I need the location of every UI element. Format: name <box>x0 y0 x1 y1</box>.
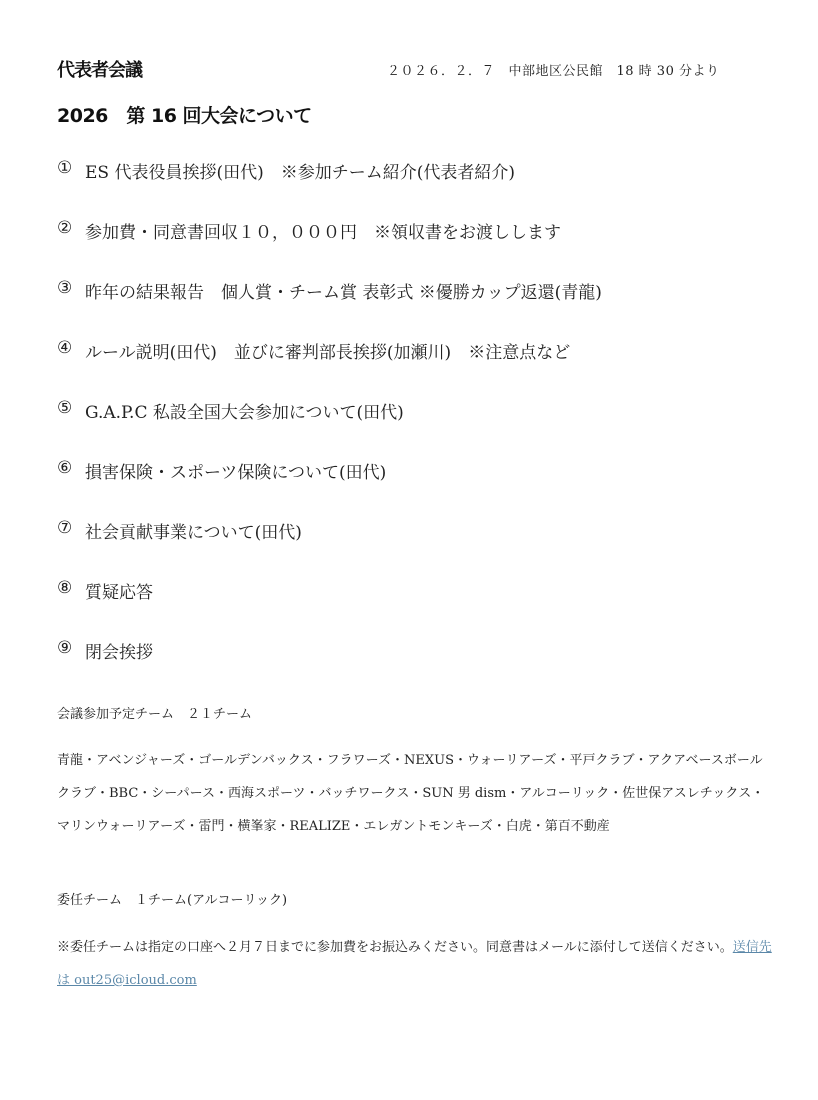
agenda-item-number: ⑤ <box>57 398 73 418</box>
agenda-item-text: 社会貢献事業について(田代) <box>85 523 302 543</box>
agenda-item-text: 質疑応答 <box>85 583 153 603</box>
agenda-item <box>57 458 797 518</box>
agenda-item-number: ③ <box>57 278 73 298</box>
agenda-item-text: 損害保険・スポーツ保険について(田代) <box>85 463 387 483</box>
participating-teams-list: 青龍・アベンジャーズ・ゴールデンバックス・フラワーズ・NEXUS・ウォーリアーズ・平戸クラブ・アクアベースボールクラブ・BBC・シーパース・西海スポーツ・バッチワークス・SUN 男 dism・アルコーリック・佐世保アスレチックス・マリンウォーリアーズ・雷門・横峯家・REALIZE・エレガントモンキーズ・白虎・第百不動産 <box>57 753 765 834</box>
agenda-item-number: ① <box>57 158 73 178</box>
agenda-item-number: ④ <box>57 338 73 358</box>
agenda-item-number: ⑨ <box>57 638 73 658</box>
agenda-item <box>57 278 797 338</box>
agenda-item-text: ルール説明(田代) 並びに審判部長挨拶(加瀬川) ※注意点など <box>85 343 571 363</box>
payment-note-text: ※委任チームは指定の口座へ２月７日までに参加費をお振込みください。同意書はメールに添付して送信ください。 <box>57 940 733 955</box>
agenda-item <box>57 638 797 698</box>
document-title: 代表者会議 <box>57 60 142 81</box>
agenda-item-number: ⑧ <box>57 578 73 598</box>
participating-teams-label: 会議参加予定チーム ２１チーム <box>57 707 253 722</box>
agenda-item-number: ⑥ <box>57 458 73 478</box>
agenda-item-text: 参加費・同意書回収１０，０００円 ※領収書をお渡しします <box>85 223 561 243</box>
agenda-item <box>57 158 797 218</box>
agenda-list <box>57 158 797 698</box>
email-link[interactable]: 送信先は out25@icloud.com <box>57 940 772 988</box>
meeting-date-location: ２０２６．２．７ 中部地区公民館 18 時 30 分より <box>387 64 720 79</box>
agenda-item <box>57 338 797 398</box>
agenda-item <box>57 518 797 578</box>
agenda-item <box>57 578 797 638</box>
agenda-item-number: ⑦ <box>57 518 73 538</box>
payment-note <box>57 931 777 997</box>
agenda-item <box>57 398 797 458</box>
agenda-item-text: 昨年の結果報告 個人賞・チーム賞 表彰式 ※優勝カップ返還(青龍) <box>85 283 602 303</box>
agenda-item-number: ② <box>57 218 73 238</box>
proxy-team-note: 委任チーム １チーム(アルコーリック) <box>57 893 288 908</box>
agenda-item <box>57 218 797 278</box>
document-subtitle: 2026 第 16 回大会について <box>57 105 312 127</box>
agenda-item-text: 閉会挨拶 <box>85 643 153 663</box>
agenda-item-text: ES 代表役員挨拶(田代) ※参加チーム紹介(代表者紹介) <box>85 163 515 183</box>
agenda-item-text: G.A.P.C 私設全国大会参加について(田代) <box>85 403 404 423</box>
